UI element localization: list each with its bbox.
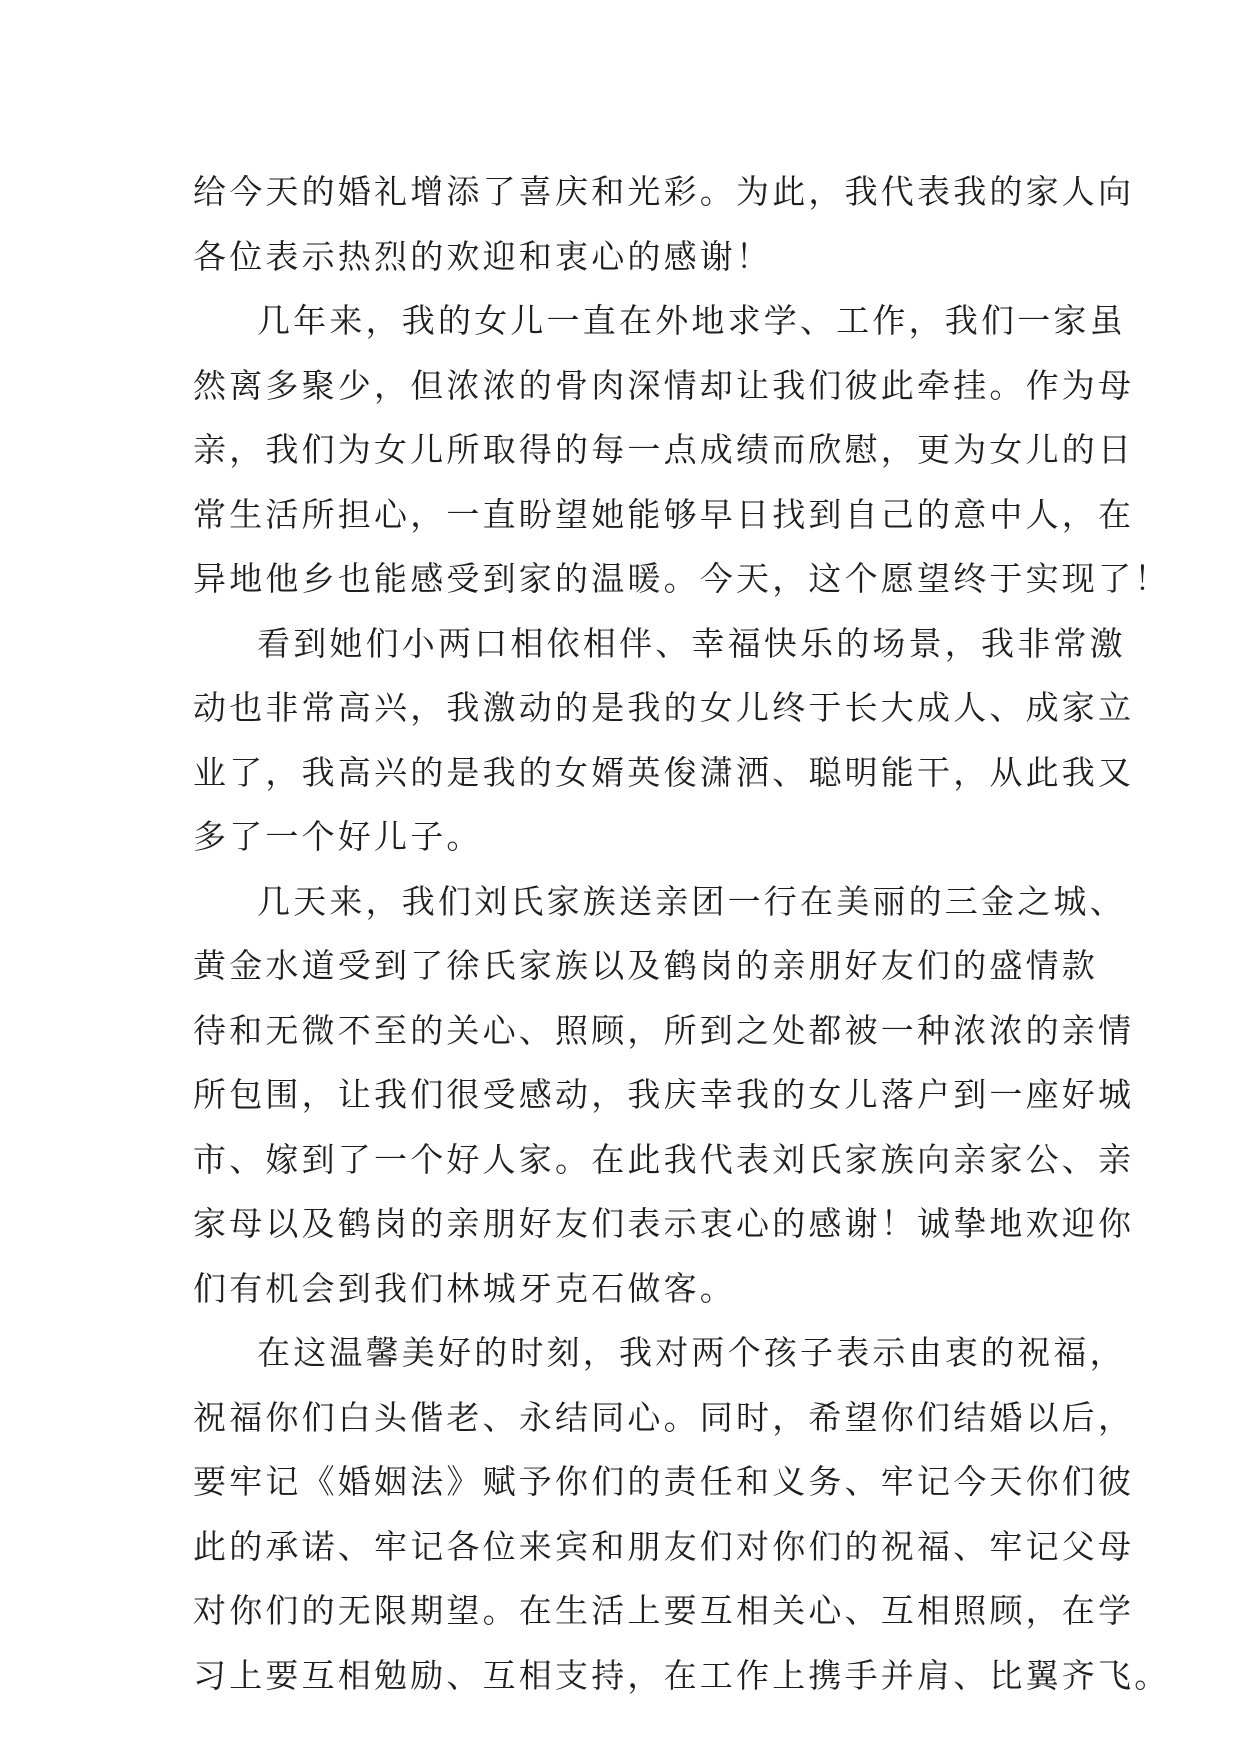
- text-line: 要牢记《婚姻法》赋予你们的责任和义务、牢记今天你们彼: [193, 1462, 1135, 1501]
- text-line: 各位表示热烈的欢迎和衷心的感谢！: [193, 236, 773, 276]
- text-line: 业了，我高兴的是我的女婿英俊潇洒、聪明能干，从此我又: [193, 752, 1135, 792]
- text-line: 习上要互相勉励、互相支持，在工作上携手并肩、比翼齐飞。: [193, 1655, 1171, 1695]
- paragraph-first-line: 看到她们小两口相依相伴、幸福快乐的场景，我非常激: [257, 623, 1126, 663]
- text-line: 给今天的婚礼增添了喜庆和光彩。为此，我代表我的家人向: [193, 172, 1135, 211]
- text-line: 所包围，让我们很受感动，我庆幸我的女儿落户到一座好城: [193, 1075, 1135, 1114]
- paragraph-first-line: 几年来，我的女儿一直在外地求学、工作，我们一家虽: [257, 301, 1126, 340]
- text-line: 常生活所担心，一直盼望她能够早日找到自己的意中人，在: [193, 494, 1135, 534]
- text-line: 异地他乡也能感受到家的温暖。今天，这个愿望终于实现了！: [193, 559, 1171, 598]
- document-body: [193, 160, 1171, 1708]
- text-line: 们有机会到我们林城牙克石做客。: [193, 1268, 736, 1308]
- text-line: 多了一个好儿子。: [193, 817, 483, 856]
- paragraph-first-line: 几天来，我们刘氏家族送亲团一行在美丽的三金之城、: [257, 881, 1126, 921]
- text-line: 市、嫁到了一个好人家。在此我代表刘氏家族向亲家公、亲: [193, 1139, 1135, 1179]
- text-line: 祝福你们白头偕老、永结同心。同时，希望你们结婚以后，: [193, 1397, 1135, 1437]
- text-line: 对你们的无限期望。在生活上要互相关心、互相照顾，在学: [193, 1591, 1135, 1630]
- paragraph-first-line: 在这温馨美好的时刻，我对两个孩子表示由衷的祝福，: [257, 1333, 1126, 1372]
- text-line: 家母以及鹤岗的亲朋好友们表示衷心的感谢！诚挚地欢迎你: [193, 1204, 1135, 1243]
- text-line: 动也非常高兴，我激动的是我的女儿终于长大成人、成家立: [193, 688, 1135, 727]
- text-line: 此的承诺、牢记各位来宾和朋友们对你们的祝福、牢记父母: [193, 1526, 1135, 1566]
- text-line: 亲，我们为女儿所取得的每一点成绩而欣慰，更为女儿的日: [193, 430, 1135, 469]
- text-line: 黄金水道受到了徐氏家族以及鹤岗的亲朋好友们的盛情款: [193, 946, 1098, 985]
- text-line: 待和无微不至的关心、照顾，所到之处都被一种浓浓的亲情: [193, 1010, 1135, 1050]
- text-line: 然离多聚少，但浓浓的骨肉深情却让我们彼此牵挂。作为母: [193, 365, 1135, 405]
